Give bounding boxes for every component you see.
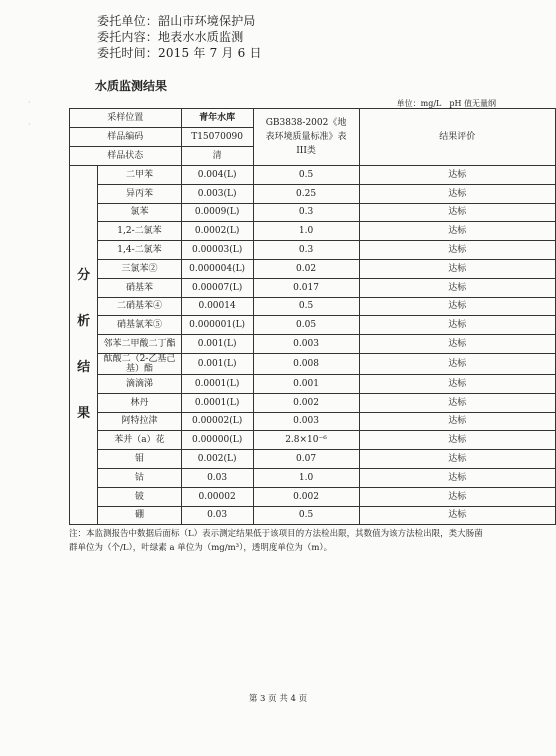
standard-limit: 0.002 — [253, 487, 359, 506]
standard-header: GB3838-2002《地表环境质量标准》表III类 — [253, 109, 359, 166]
item-name: 滴滴涕 — [98, 374, 181, 393]
unit-note: 单位：mg/L pH 值无量纲 — [396, 99, 496, 108]
evaluation: 达标 — [359, 487, 556, 506]
table-row — [70, 431, 556, 450]
table-row — [70, 506, 556, 525]
item-name: 1,4-二氯苯 — [98, 241, 181, 260]
row-label-location: 采样位置 — [70, 109, 182, 128]
item-name: 1,2-二氯苯 — [98, 222, 181, 241]
standard-limit: 1.0 — [253, 222, 359, 241]
table-row — [70, 450, 556, 469]
evaluation: 达标 — [359, 203, 556, 222]
location-value: 青年水库 — [181, 109, 253, 128]
table-row — [70, 374, 556, 393]
evaluation: 达标 — [359, 353, 556, 374]
result-header: 结果评价 — [359, 109, 556, 166]
evaluation: 达标 — [359, 468, 556, 487]
item-name: 苯并（a）花 — [98, 431, 181, 450]
entrusted-time: 委托时间：2015 年 7 月 6 日 — [97, 46, 262, 60]
table-row — [70, 468, 556, 487]
measured-value: 0.00000(L) — [181, 431, 253, 450]
evaluation: 达标 — [359, 431, 556, 450]
standard-limit: 0.008 — [253, 353, 359, 374]
standard-limit: 2.8×10⁻⁶ — [253, 431, 359, 450]
table-row — [70, 222, 556, 241]
item-name: 硼 — [98, 506, 181, 525]
item-name: 铍 — [98, 487, 181, 506]
item-name: 三氯苯② — [98, 259, 181, 278]
analysis-result-label — [70, 166, 98, 525]
table-row — [70, 278, 556, 297]
side-label-char: 结 — [77, 360, 91, 376]
item-name: 二甲苯 — [98, 166, 181, 185]
measured-value: 0.0001(L) — [181, 393, 253, 412]
measured-value: 0.03 — [181, 468, 253, 487]
results-table — [69, 108, 556, 525]
evaluation: 达标 — [359, 450, 556, 469]
measured-value: 0.03 — [181, 506, 253, 525]
table-row — [70, 353, 556, 374]
measured-value: 0.003(L) — [181, 184, 253, 203]
standard-limit: 0.003 — [253, 335, 359, 354]
table-row — [70, 335, 556, 354]
evaluation: 达标 — [359, 259, 556, 278]
footnote: 注：本监测报告中数据后面标（L）表示测定结果低于该项目的方法检出限，其数值为该方法检出限，类大肠菌群单位为（个/L），叶绿素 a 单位为（mg/m³），透明度单位为（m）。 — [69, 529, 483, 553]
item-name: 硝基氯苯⑤ — [98, 316, 181, 335]
table-row — [70, 166, 556, 185]
item-name: 二硝基苯④ — [98, 297, 181, 316]
standard-limit: 0.07 — [253, 450, 359, 469]
standard-limit: 0.05 — [253, 316, 359, 335]
standard-limit: 0.003 — [253, 412, 359, 431]
evaluation: 达标 — [359, 241, 556, 260]
item-name: 钼 — [98, 450, 181, 469]
standard-limit: 0.02 — [253, 259, 359, 278]
table-row — [70, 184, 556, 203]
client-unit: 委托单位：韶山市环境保护局 — [97, 14, 256, 28]
table-row — [70, 393, 556, 412]
row-label-code: 样品编码 — [70, 128, 182, 147]
item-name: 氯苯 — [98, 203, 181, 222]
evaluation: 达标 — [359, 393, 556, 412]
evaluation: 达标 — [359, 184, 556, 203]
standard-limit: 0.3 — [253, 241, 359, 260]
item-name: 邻苯二甲酸二丁酯 — [98, 335, 181, 354]
table-row — [70, 203, 556, 222]
measured-value: 0.0002(L) — [181, 222, 253, 241]
measured-value: 0.001(L) — [181, 353, 253, 374]
scan-mark: · — [28, 120, 31, 129]
measured-value: 0.00003(L) — [181, 241, 253, 260]
section-title: 水质监测结果 — [95, 79, 168, 93]
measured-value: 0.00014 — [181, 297, 253, 316]
evaluation: 达标 — [359, 316, 556, 335]
table-row — [70, 412, 556, 431]
standard-limit: 0.017 — [253, 278, 359, 297]
standard-limit: 0.5 — [253, 166, 359, 185]
measured-value: 0.00002 — [181, 487, 253, 506]
standard-limit: 0.001 — [253, 374, 359, 393]
measured-value: 0.000001(L) — [181, 316, 253, 335]
item-name: 钴 — [98, 468, 181, 487]
item-name: 酞酸二（2-乙基己基）酯 — [98, 353, 181, 374]
evaluation: 达标 — [359, 166, 556, 185]
table-row — [70, 241, 556, 260]
item-name: 硝基苯 — [98, 278, 181, 297]
page-number: 第 3 页 共 4 页 — [248, 694, 308, 704]
evaluation: 达标 — [359, 374, 556, 393]
table-row — [70, 487, 556, 506]
measured-value: 0.00002(L) — [181, 412, 253, 431]
table-row — [70, 297, 556, 316]
evaluation: 达标 — [359, 297, 556, 316]
measured-value: 0.000004(L) — [181, 259, 253, 278]
table-row — [70, 316, 556, 335]
item-name: 阿特拉津 — [98, 412, 181, 431]
state-value: 清 — [181, 147, 253, 166]
evaluation: 达标 — [359, 222, 556, 241]
standard-limit: 0.002 — [253, 393, 359, 412]
item-name: 林丹 — [98, 393, 181, 412]
row-label-state: 样品状态 — [70, 147, 182, 166]
evaluation: 达标 — [359, 506, 556, 525]
measured-value: 0.0009(L) — [181, 203, 253, 222]
measured-value: 0.0001(L) — [181, 374, 253, 393]
side-label-char: 果 — [77, 406, 91, 422]
evaluation: 达标 — [359, 278, 556, 297]
side-label-char: 析 — [77, 314, 91, 330]
measured-value: 0.001(L) — [181, 335, 253, 354]
standard-limit: 0.3 — [253, 203, 359, 222]
measured-value: 0.004(L) — [181, 166, 253, 185]
item-name: 异丙苯 — [98, 184, 181, 203]
evaluation: 达标 — [359, 335, 556, 354]
entrusted-content: 委托内容：地表水水质监测 — [97, 30, 244, 44]
standard-limit: 0.5 — [253, 506, 359, 525]
standard-limit: 0.25 — [253, 184, 359, 203]
table-row — [70, 259, 556, 278]
standard-limit: 0.5 — [253, 297, 359, 316]
code-value: T15070090 — [181, 128, 253, 147]
standard-limit: 1.0 — [253, 468, 359, 487]
scan-mark: · — [28, 98, 31, 107]
side-label-char: 分 — [77, 268, 91, 284]
measured-value: 0.002(L) — [181, 450, 253, 469]
measured-value: 0.00007(L) — [181, 278, 253, 297]
evaluation: 达标 — [359, 412, 556, 431]
